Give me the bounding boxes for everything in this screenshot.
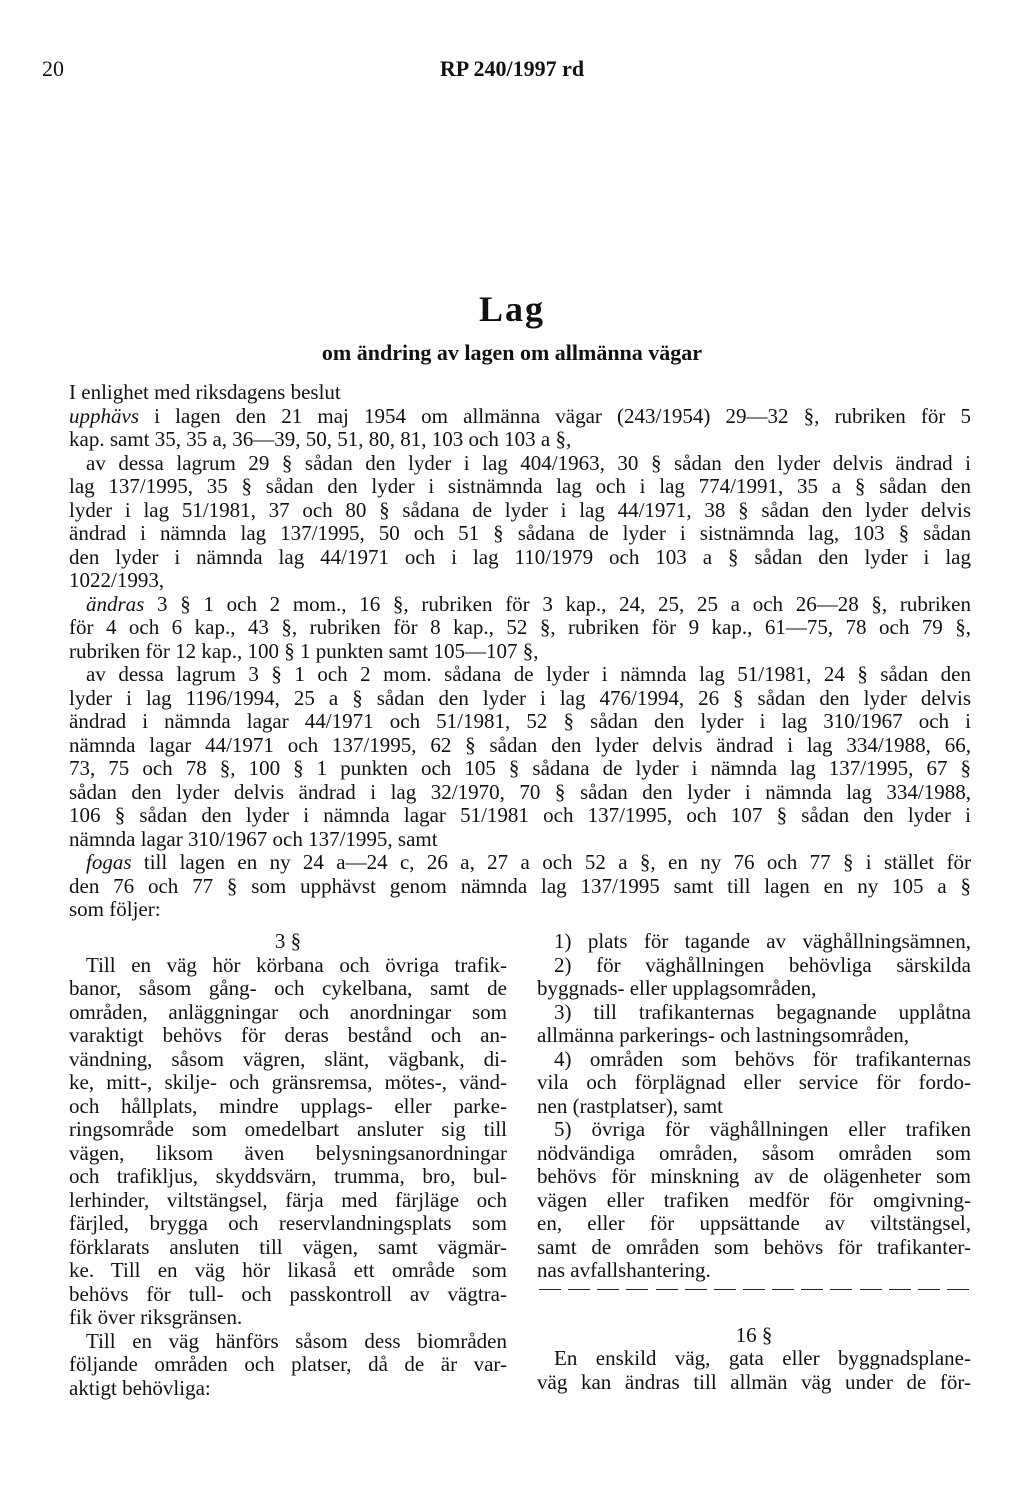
preamble-line: den 76 och 77 § som upphävst genom nämnda lag 137/1995 samt till lagen en ny 105 a § — [69, 873, 971, 898]
preamble-line: lag 137/1995, 35 § sådan den lyder i sistnämnda lag och i lag 774/1991, 35 a § sådan den — [69, 474, 971, 498]
body-line: vändning, såsom vägren, slänt, vägbank, di- — [69, 1046, 507, 1071]
body-line: lerhinder, viltstängsel, färja med färjläge och — [69, 1187, 507, 1212]
body-line: Till en väg hänförs såsom dess biområden — [86, 1328, 507, 1353]
preamble — [69, 381, 971, 922]
law-title: Lag — [478, 289, 545, 329]
body-line: ringsområde som omedelbart ansluter sig till — [69, 1117, 507, 1141]
list-item: 3) till trafikanternas begagnande upplåtna — [554, 999, 971, 1024]
body-line: ke, mitt-, skilje- och gränsremsa, mötes-, vänd- — [69, 1070, 507, 1094]
preamble-line: för 4 och 6 kap., 43 §, rubriken för 8 kap., 52 §, rubriken för 9 kap., 61—75, 78 och 79 §, — [69, 615, 971, 639]
list-item: vägen eller trafiken medför för omgivning- — [537, 1187, 971, 1212]
preamble-line: sådan den lyder delvis ändrad i lag 32/1970, 70 § sådan den lyder i nämnda lag 334/1988, — [69, 779, 971, 804]
list-item: samt de områden som behövs för trafikanter- — [537, 1234, 971, 1259]
list-item: nen (rastplatser), samt — [537, 1093, 724, 1118]
preamble-line: 106 § sådan den lyder i nämnda lagar 51/1981 och 137/1995, och 107 § sådan den lyder i — [69, 803, 971, 827]
preamble-line: nämnda lagar 44/1971 och 137/1995, 62 § sådan den lyder delvis ändrad i lag 334/1988, 66, — [69, 732, 971, 757]
list-item: en, eller för uppsättande av viltstängsel, — [537, 1211, 971, 1235]
section-heading-3: 3 § — [274, 929, 302, 953]
preamble-line: 1022/1993, — [69, 568, 165, 592]
section-heading-16: 16 § — [735, 1322, 773, 1347]
preamble-intro: I enlighet med riksdagens beslut — [69, 380, 341, 404]
preamble-text: i lagen den 21 maj 1954 om allmänna vägar (243/1954) 29—32 §, rubriken för 5 — [139, 403, 971, 428]
preamble-line: av dessa lagrum 29 § sådan den lyder i lag 404/1963, 30 § sådan den lyder delvis ändrad i — [86, 450, 971, 475]
body-line: fik över riksgränsen. — [69, 1305, 243, 1329]
left-column — [69, 930, 507, 1400]
body-line: En enskild väg, gata eller byggnadsplane- — [554, 1346, 971, 1370]
preamble-line — [69, 405, 971, 429]
body-line: färjled, brygga och reservlandningsplats som — [69, 1211, 507, 1235]
keyword-andras: ändras — [86, 591, 145, 616]
list-item: byggnads- eller upplagsområden, — [537, 976, 817, 1000]
body-line: varaktigt behövs för deras bestånd och an- — [69, 1023, 507, 1047]
preamble-line: ändrad i nämnda lag 137/1995, 50 och 51 § sådana de lyder i sistnämnda lag, 103 § sådan — [69, 521, 971, 545]
omission-dashes — [537, 1289, 971, 1290]
preamble-line — [69, 593, 971, 617]
body-line: förklarats ansluten till vägen, samt vägmär- — [69, 1234, 507, 1259]
body-line: och hållplats, mindre upplags- eller parke- — [69, 1093, 507, 1118]
list-item: behövs för minskning av de olägenheter som — [537, 1164, 971, 1188]
body-line: väg kan ändras till allmän väg under de för- — [537, 1369, 971, 1394]
page-number: 20 — [42, 56, 64, 81]
list-item: 1) plats för tagande av väghållningsämnen, — [554, 929, 971, 953]
list-item: 4) områden som behövs för trafikanternas — [554, 1046, 971, 1071]
list-item: 2) för väghållningen behövliga särskilda — [554, 952, 971, 977]
preamble-line: kap. samt 35, 35 a, 36—39, 50, 51, 80, 81, 103 och 103 a §, — [69, 427, 572, 451]
preamble-line: rubriken för 12 kap., 100 § 1 punkten samt 105—107 §, — [69, 638, 539, 663]
preamble-line: den lyder i nämnda lag 44/1971 och i lag 110/1979 och 103 a § sådan den lyder i lag — [69, 544, 971, 569]
body-line: banor, såsom gång- och cykelbana, samt de — [69, 976, 507, 1000]
body-line: följande områden och platser, då de är var- — [69, 1352, 507, 1376]
body-line: områden, anläggningar och anordningar som — [69, 999, 507, 1024]
preamble-line — [69, 851, 971, 875]
law-subtitle: om ändring av lagen om allmänna vägar — [321, 340, 703, 365]
list-item: nödvändiga områden, såsom områden som — [537, 1140, 971, 1165]
body-line: Till en väg hör körbana och övriga trafik- — [86, 952, 507, 977]
preamble-line: ändrad i nämnda lagar 44/1971 och 51/1981, 52 § sådan den lyder i lag 310/1967 och i — [69, 709, 971, 733]
keyword-fogas: fogas — [86, 850, 132, 874]
body-line: aktigt behövliga: — [69, 1375, 211, 1400]
preamble-text: 3 § 1 och 2 mom., 16 §, rubriken för 3 kap., 24, 25, 25 a och 26—28 §, rubriken — [144, 591, 971, 616]
body-line: behövs för tull- och passkontroll av vägtra- — [69, 1281, 507, 1306]
list-item: vila och förplägnad eller service för fordo- — [537, 1070, 971, 1094]
preamble-line: lyder i lag 51/1981, 37 och 80 § sådana de lyder i lag 44/1971, 38 § sådan den lyder delvis — [69, 497, 971, 522]
preamble-line: 73, 75 och 78 §, 100 § 1 punkten och 105 § sådana de lyder i nämnda lag 137/1995, 67 § — [69, 756, 971, 780]
running-head: RP 240/1997 rd — [439, 56, 585, 81]
preamble-line: som följer: — [69, 897, 161, 921]
list-item: nas avfallshantering. — [537, 1258, 711, 1282]
preamble-line: nämnda lagar 310/1967 och 137/1995, samt — [69, 826, 438, 851]
list-item: allmänna parkerings- och lastningsområden, — [537, 1023, 910, 1047]
list-item: 5) övriga för väghållningen eller trafiken — [554, 1117, 971, 1141]
preamble-line: lyder i lag 1196/1994, 25 a § sådan den lyder i lag 476/1994, 26 § sådan den lyder delvis — [69, 685, 971, 710]
body-line: vägen, liksom även belysningsanordningar — [69, 1140, 507, 1165]
right-column — [537, 930, 971, 1394]
body-line: och trafikljus, skyddsvärn, trumma, bro, bul- — [69, 1164, 507, 1188]
preamble-text: till lagen en ny 24 a—24 c, 26 a, 27 a och 52 a §, en ny 76 och 77 § i stället för — [131, 850, 971, 874]
preamble-line: av dessa lagrum 3 § 1 och 2 mom. sådana de lyder i nämnda lag 51/1981, 24 § sådan den — [86, 662, 971, 686]
body-line: ke. Till en väg hör likaså ett område som — [69, 1258, 507, 1282]
keyword-upphavs: upphävs — [69, 403, 139, 428]
